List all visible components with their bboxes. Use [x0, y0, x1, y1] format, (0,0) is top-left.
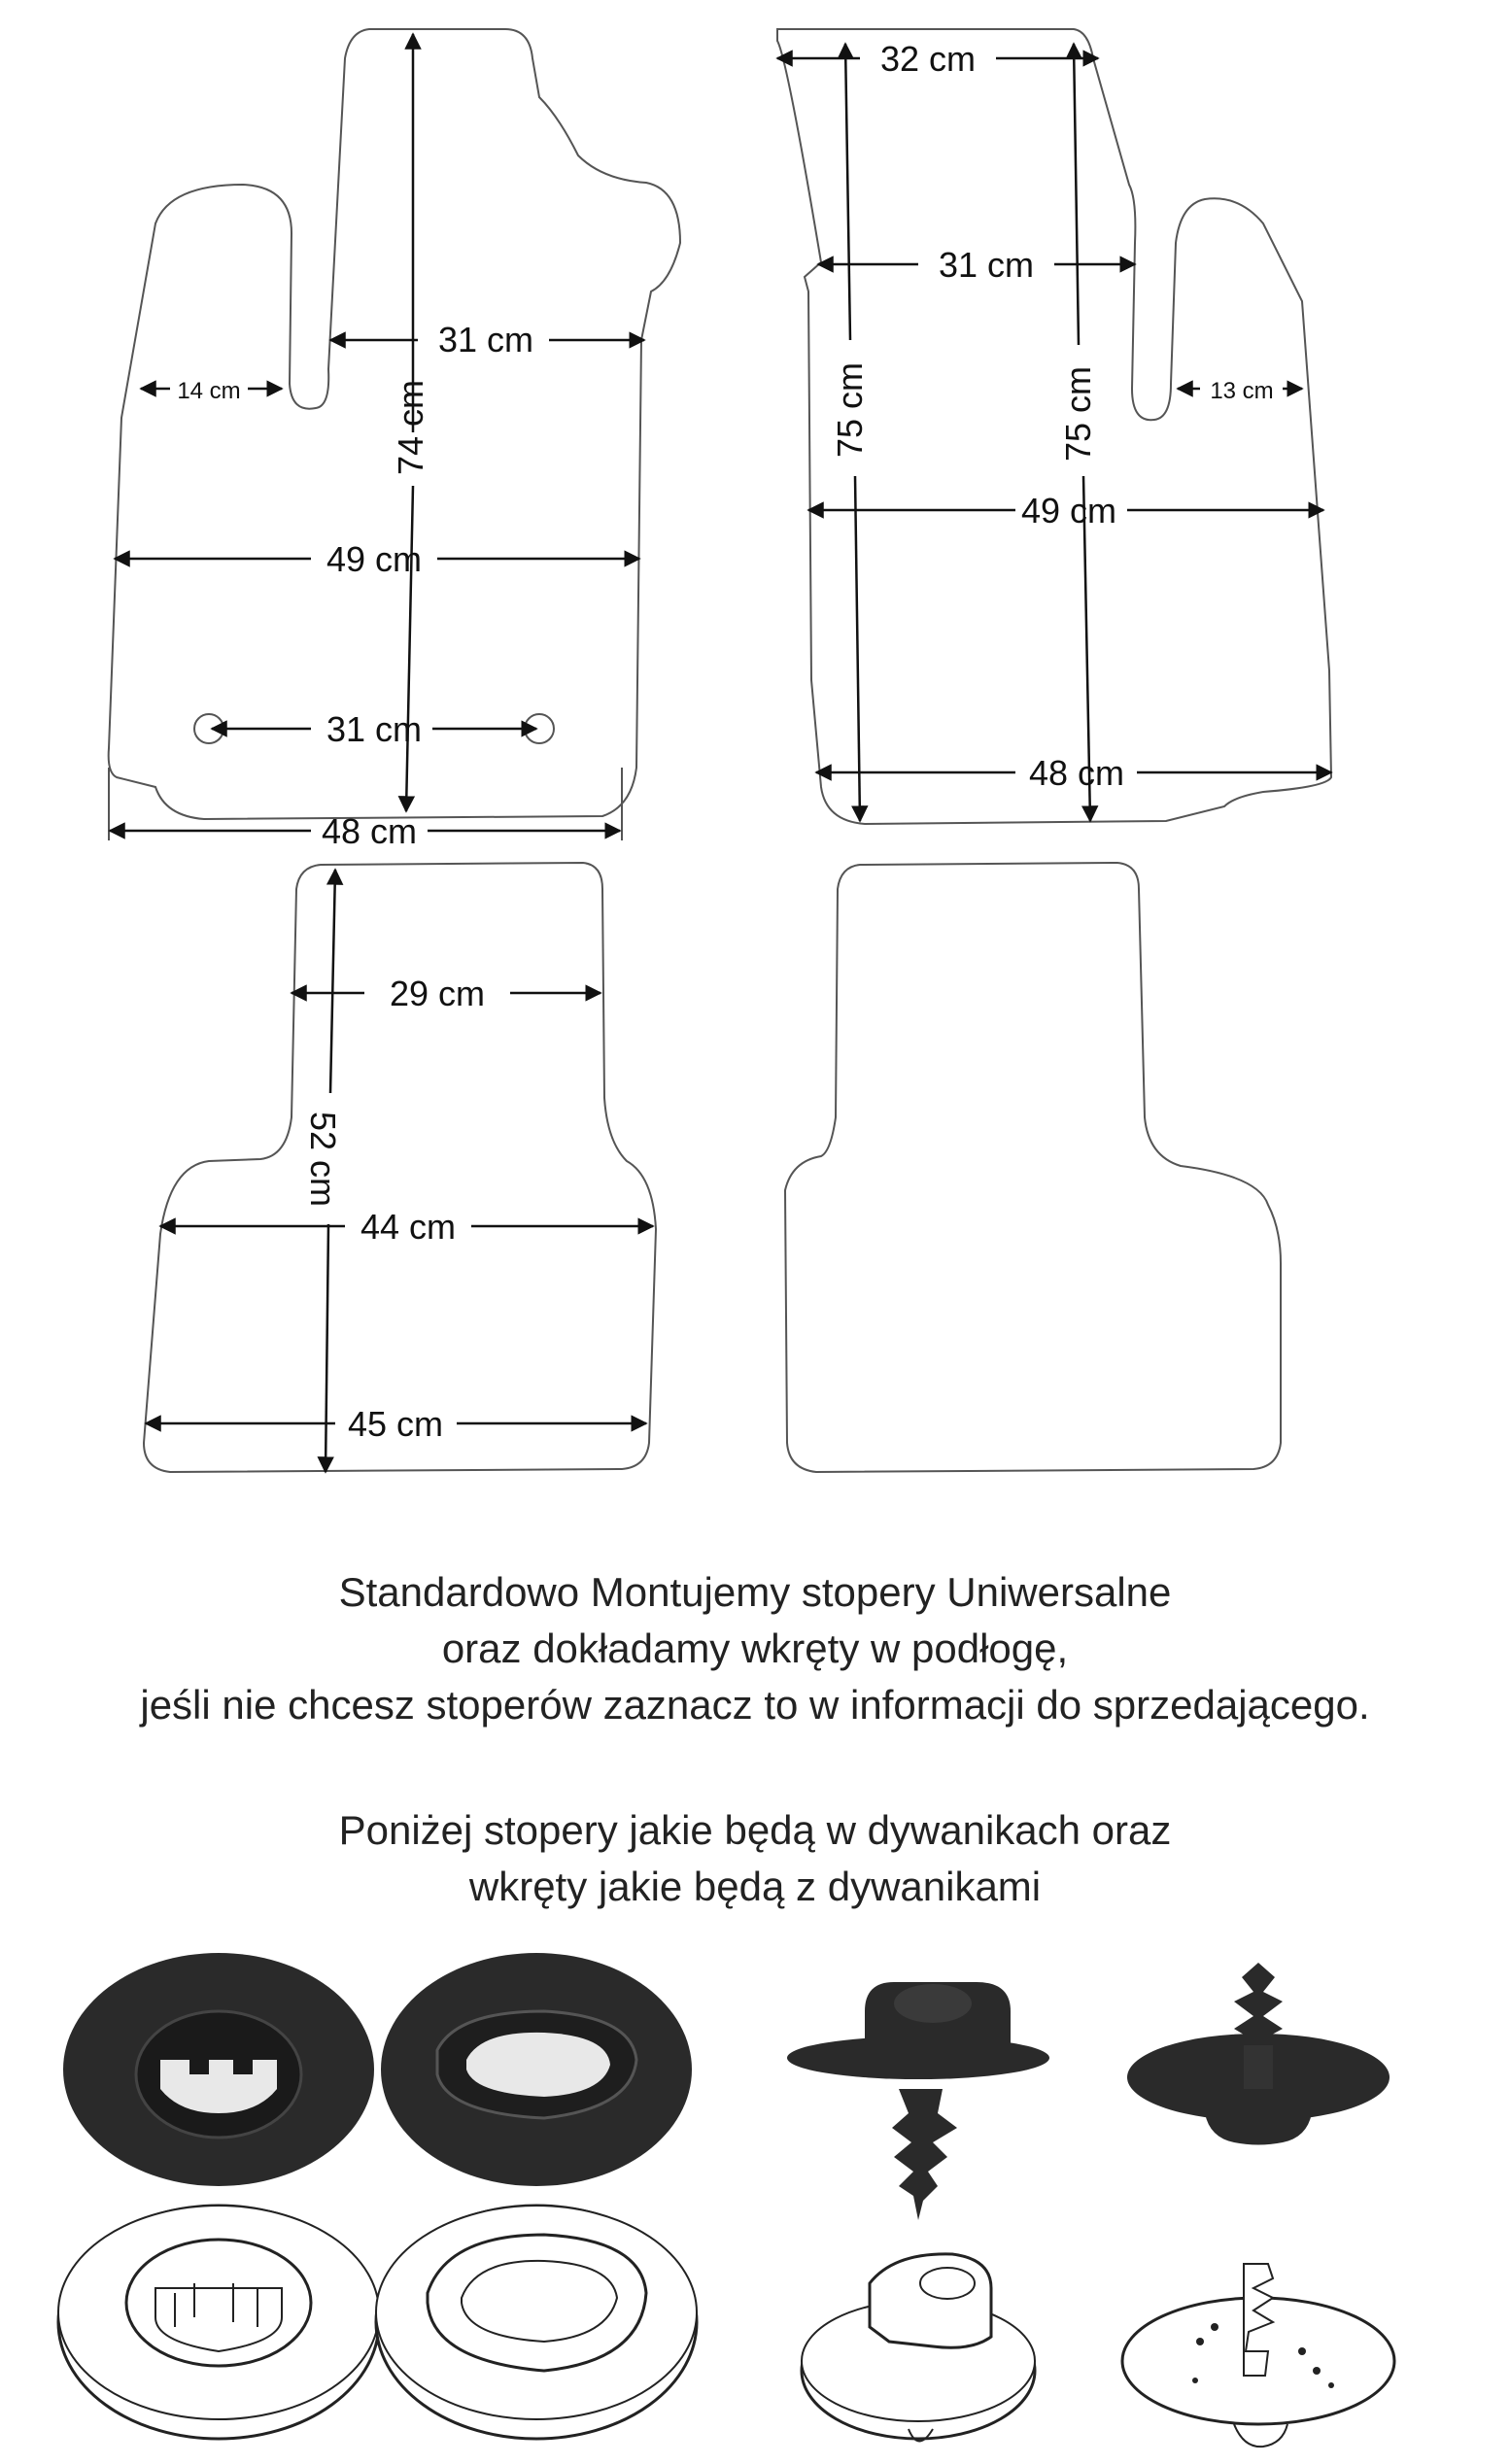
fl-top-width-label: 31 cm [437, 320, 534, 359]
rear-left-mat [144, 863, 656, 1472]
info-line-4: Poniżej stopery jakie będą w dywanikach oraz [338, 1807, 1172, 1853]
fr-height-left-label: 75 cm [830, 361, 870, 459]
stoppers-illustration [0, 1943, 1510, 2464]
fr-notch-label: 13 cm [1210, 378, 1274, 404]
rl-bottom-width-label: 45 cm [347, 1404, 444, 1444]
fl-height-label: 74 cm [391, 379, 430, 476]
front-left-labels [177, 320, 533, 851]
screw-stopper-icon [787, 1982, 1049, 2442]
fr-mid-width-label: 49 cm [1020, 491, 1117, 530]
fl-bottom-width-label: 48 cm [321, 811, 418, 851]
fr-top-width-label: 32 cm [879, 39, 977, 79]
info-line-1: Standardowo Montujemy stopery Uniwersalne [338, 1569, 1172, 1615]
fl-mid-width-label: 49 cm [326, 539, 423, 579]
round-stopper-icon [58, 1953, 379, 2439]
rl-mid-width-label: 44 cm [360, 1207, 457, 1247]
fr-height-right-label: 75 cm [1058, 365, 1098, 462]
fr-upper-width-label: 31 cm [938, 245, 1035, 285]
info-line-3: jeśli nie chcesz stoperów zaznacz to w informacji do sprzedającego. [140, 1682, 1370, 1728]
fr-bottom-width-label: 48 cm [1028, 753, 1125, 793]
info-line-2: oraz dokładamy wkręty w podłogę, [441, 1626, 1069, 1671]
rl-height-label: 52 cm [303, 1111, 343, 1208]
oval-stopper-icon [376, 1953, 697, 2439]
fl-pedal-width-label: 14 cm [177, 378, 241, 404]
rear-right-mat [785, 863, 1281, 1472]
fl-holes-label: 31 cm [326, 709, 423, 749]
front-right-labels [830, 39, 1274, 793]
rear-left-dimensions [146, 870, 653, 1472]
info-paragraph-stoppers [0, 1564, 1510, 1733]
floor-screw-icon [1122, 1963, 1394, 2447]
rl-top-width-label: 29 cm [389, 974, 486, 1013]
info-paragraph-below [0, 1802, 1510, 1915]
info-line-5: wkręty jakie będą z dywanikami [468, 1864, 1042, 1909]
